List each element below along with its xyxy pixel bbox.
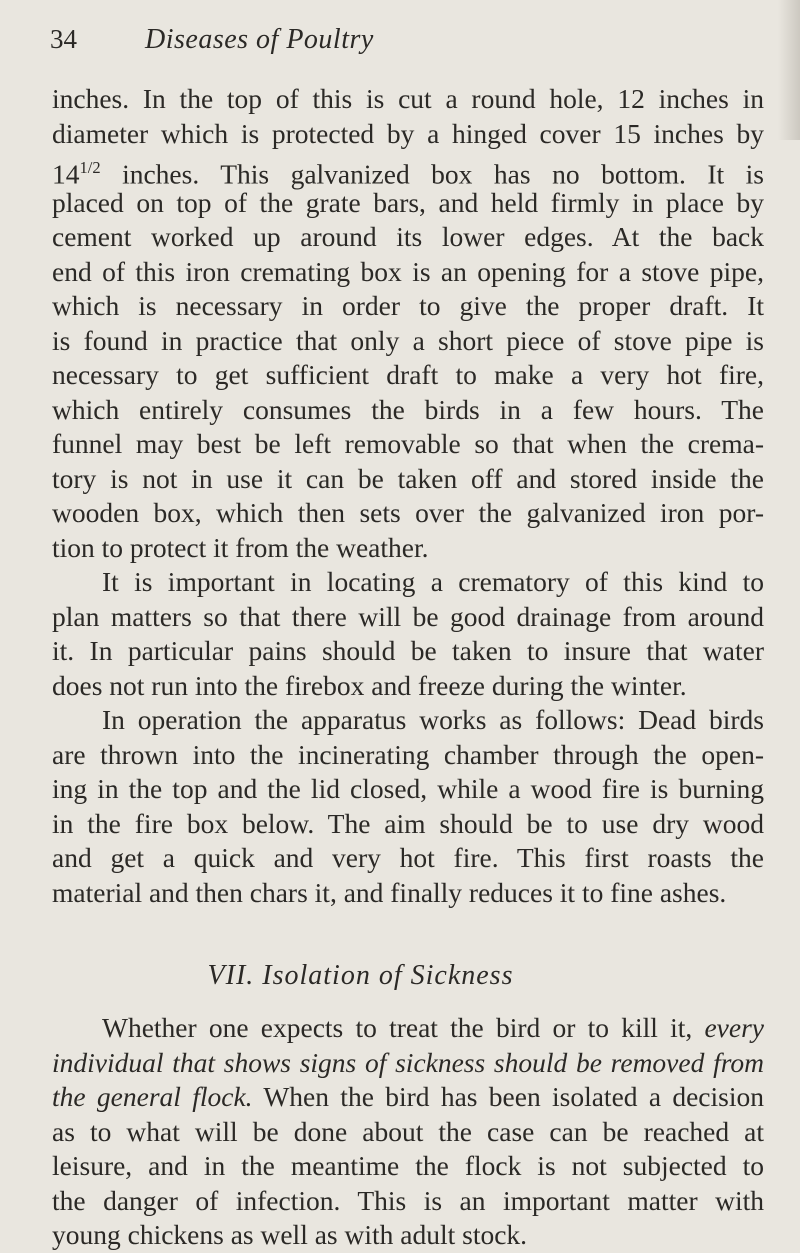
text-fragment: When the bird has been isolated a decision xyxy=(252,1081,764,1112)
paragraph-1 xyxy=(52,82,764,565)
text-line: wooden box, which then sets over the galvanized iron por- xyxy=(52,497,764,528)
text-line: it. In particular pains should be taken to insure that water xyxy=(52,635,764,666)
text-line: the danger of infection. This is an important matter with xyxy=(52,1184,764,1216)
page-edge-shadow xyxy=(778,0,800,140)
text-line: diameter which is protected by a hinged cover 15 inches by xyxy=(52,117,764,149)
page-number: 34 xyxy=(50,24,77,54)
text-line: end of this iron cremating box is an opening for a stove pipe, xyxy=(52,255,764,287)
text-line: is found in practice that only a short piece of stove pipe is xyxy=(52,324,764,356)
text-line: which is necessary in order to give the proper draft. It xyxy=(52,290,764,321)
text-line: inches. In the top of this is cut a round hole, 12 inches in xyxy=(52,83,764,114)
text-line: which entirely consumes the birds in a few hours. The xyxy=(52,393,764,425)
text-line: in the fire box below. The aim should be to use dry wood xyxy=(52,807,764,839)
text-fragment: Whether one expects to treat the bird or to kill it, xyxy=(102,1012,705,1043)
text-fragment: inches. This galvanized box has no bottom. It is xyxy=(100,158,764,190)
section-paragraph xyxy=(52,1011,764,1253)
text-line: individual that shows signs of sickness should be removed from xyxy=(52,1046,764,1078)
text-line: tion to protect it from the weather. xyxy=(52,531,429,563)
paragraph-2 xyxy=(52,565,764,703)
text-line: cement worked up around its lower edges. At the back xyxy=(52,221,764,252)
text-line: plan matters so that there will be good drainage from around xyxy=(52,600,764,632)
text-line: and get a quick and very hot fire. This first roasts the xyxy=(52,842,764,873)
text-line: leisure, and in the meantime the flock is not subjected to xyxy=(52,1150,764,1181)
text-line xyxy=(52,1011,764,1046)
text-line xyxy=(52,1080,764,1115)
text-line: tory is not in use it can be taken off and stored inside the xyxy=(52,462,764,494)
fraction: 1/2 xyxy=(79,158,101,177)
text-line: necessary to get sufficient draft to make a very hot fire, xyxy=(52,359,764,390)
body-text xyxy=(52,82,764,1253)
text-fragment: 14 xyxy=(52,158,80,190)
paragraph-3 xyxy=(52,703,764,910)
running-head: Diseases of Poultry xyxy=(145,24,374,55)
text-line: placed on top of the grate bars, and held firmly in place by xyxy=(52,186,764,218)
italic-fragment: the general flock. xyxy=(52,1081,253,1112)
text-line: does not run into the firebox and freeze during the winter. xyxy=(52,669,687,701)
text-line: as to what will be done about the case can be reached at xyxy=(52,1115,764,1147)
page-header xyxy=(50,24,770,64)
text-line: ing in the top and the lid closed, while a wood fire is burning xyxy=(52,773,764,804)
text-line: material and then chars it, and finally reduces it to fine ashes. xyxy=(52,876,727,908)
text-line: It is important in locating a crematory of this kind to xyxy=(102,566,764,597)
section-heading: VII. Isolation of Sickness xyxy=(207,960,514,991)
text-line: In operation the apparatus works as follows: Dead birds xyxy=(102,704,764,735)
italic-fragment: every xyxy=(704,1012,764,1043)
text-line: are thrown into the incinerating chamber through the open- xyxy=(52,738,764,770)
text-line xyxy=(52,151,764,190)
text-line: young chickens as well as with adult stock. xyxy=(52,1219,528,1250)
text-line: funnel may best be left removable so that when the crema- xyxy=(52,428,764,459)
